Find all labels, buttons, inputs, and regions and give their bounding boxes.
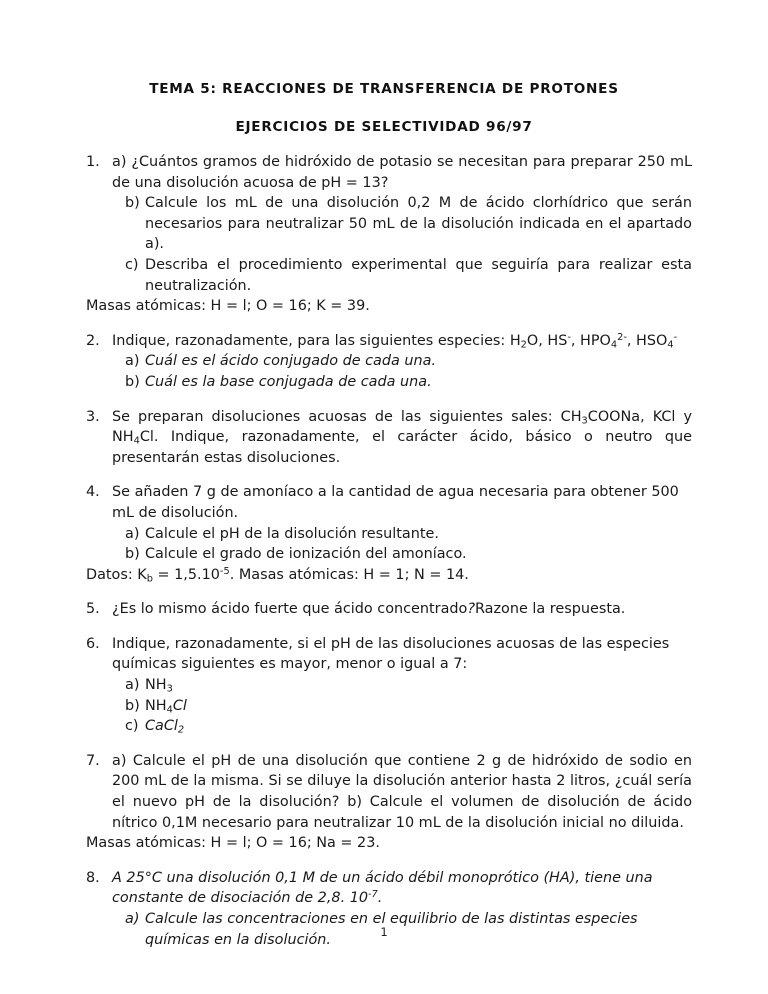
- stem-text: ¿Es lo mismo ácido fuerte que ácido concentrado: [112, 601, 468, 618]
- formula-bisulfide: HS-: [547, 331, 571, 349]
- exercise-number: 8.: [86, 869, 100, 886]
- exercise-note-atomic-masses: Masas atómicas: H = l; O = 16; Na = 23.: [86, 835, 380, 852]
- exercise-stem: Se añaden 7 g de amoníaco a la cantidad de agua necesaria para obtener 500 mL de disolución.: [112, 484, 679, 521]
- part-label: b): [125, 373, 140, 390]
- exercise-number: 2.: [86, 332, 100, 349]
- stem-suffix: Indique, razonadamente, el carácter ácido, básico o neutro que presentarán estas disoluciones.: [112, 429, 692, 466]
- formula-sodium-acetate: $CH_3COONa$: [560, 408, 641, 426]
- exercise-part-c: [125, 716, 692, 737]
- exercise-body: [112, 599, 692, 620]
- exercise-part-b: [125, 193, 692, 255]
- exercise-part-c: [125, 255, 692, 296]
- formula-ammonium-chloride: $NH_4Cl$: [145, 697, 187, 716]
- exercise-stem: Indique, razonadamente, para las siguientes especies: $H_2O$, HS-, $HPO_4^{2-}$, $HSO_4^-$: [112, 331, 678, 351]
- stem-text: A 25°C una disolución 0,1 M de un ácido débil monoprótico (HA), tiene una constante de disociación de 2,8. 10: [112, 869, 653, 907]
- part-text: Cuál es la base conjugada de cada una.: [145, 373, 432, 390]
- question-mark: ?: [467, 601, 475, 618]
- part-text: ¿Cuántos gramos de hidróxido de potasio se necesitan para preparar 250 mL de una disolución acuosa de pH = 13?: [112, 154, 692, 191]
- note-suffix: . Masas atómicas: H = 1; N = 14.: [229, 566, 469, 583]
- exercise-number: 1.: [86, 154, 100, 170]
- stem-suffix: Razone la respuesta.: [474, 601, 626, 618]
- formula-potassium-chloride: KCl: [652, 408, 676, 425]
- exercise-number: 3.: [86, 408, 100, 425]
- note-superscript: -5: [219, 565, 230, 577]
- exercise-body: [112, 152, 692, 296]
- exercise-number: 5.: [86, 601, 100, 618]
- stem-text: Se preparan disoluciones acuosas de las siguientes sales:: [112, 408, 561, 425]
- part-label: a): [125, 677, 140, 694]
- exercise-item-5: [86, 599, 692, 620]
- formula-ammonium-chloride: $NH_4Cl$: [112, 429, 154, 447]
- exercise-item-7: [86, 751, 692, 854]
- formula-bisulfate: $HSO_4^-$: [636, 331, 678, 351]
- page-title: TEMA 5: REACCIONES DE TRANSFERENCIA DE PROTONES: [149, 81, 619, 97]
- exercise-number: 4.: [86, 484, 100, 501]
- part-label: c): [125, 718, 139, 735]
- note-prefix: Datos: K: [86, 566, 147, 583]
- part-text: Calcule las concentraciones en el equilibrio de las distintas especies químicas en la disolución.: [145, 911, 638, 948]
- exercise-part-a: [125, 675, 692, 696]
- part-text: Calcule los mL de una disolución 0,2 M de ácido clorhídrico que serán necesarios para neutralizar 50 mL de la disolución indicada en el apartado a).: [145, 195, 692, 253]
- note-subscript: b: [146, 573, 153, 585]
- exercise-stem: [112, 599, 692, 620]
- exercise-item-2: [86, 331, 692, 393]
- exercise-body: [112, 331, 692, 393]
- exercise-item-4: [86, 482, 692, 585]
- part-label: b): [125, 546, 140, 563]
- exercise-stem: [112, 868, 692, 909]
- formula-water: $H_2O$: [509, 332, 539, 351]
- exercise-body: [112, 634, 692, 737]
- title-block: [0, 0, 768, 136]
- exercise-body: [112, 751, 692, 833]
- exercise-item-3: [86, 407, 692, 469]
- stem-suffix: .: [377, 890, 383, 907]
- page-subtitle: EJERCICIOS DE SELECTIVIDAD 96/97: [235, 119, 533, 135]
- exercise-body: [112, 407, 692, 469]
- part-label: b): [125, 195, 140, 212]
- exercise-stem: Indique, razonadamente, si el pH de las disoluciones acuosas de las especies químicas siguientes es mayor, menor o igual a 7:: [112, 635, 670, 673]
- exercise-stem: a) Calcule el pH de una disolución que contiene 2 g de hidróxido de sodio en 200 mL de la misma. Si se diluye la disolución anterior hasta 2 litros, ¿cuál sería el nuevo pH de la disolución? b) Calcule el volumen de disolución de ácido nítrico 0,1M necesario para neutralizar 10 mL de la disolución inicial no diluida.: [112, 752, 692, 831]
- part-text: Calcule el pH de la disolución resultante.: [145, 525, 439, 542]
- formula-hydrogen-phosphate: $HPO_4^{2-}$: [580, 331, 627, 351]
- part-label: a): [125, 525, 140, 542]
- part-label: b): [125, 697, 140, 714]
- part-label: a): [112, 154, 127, 170]
- exercise-note-data: [86, 565, 692, 586]
- stem-text: Indique, razonadamente, para las siguientes especies:: [112, 332, 510, 349]
- exercise-number: 6.: [86, 635, 100, 652]
- page-number: 1: [380, 925, 388, 939]
- exercise-item-6: [86, 634, 692, 737]
- formula-calcium-chloride: CaCl$_2$: [145, 718, 185, 736]
- formula-ammonia: $NH_3$: [145, 677, 173, 695]
- exercise-note-atomic-masses: Masas atómicas: H = l; O = 16; K = 39.: [86, 298, 370, 315]
- part-text: Describa el procedimiento experimental que seguiría para realizar esta neutralización.: [145, 256, 692, 294]
- part-label: a): [125, 353, 140, 370]
- stem-superscript: -7: [368, 889, 378, 901]
- exercise-part-b: [125, 696, 692, 717]
- exercise-list: [86, 152, 692, 950]
- exercise-part-a: [112, 152, 692, 193]
- note-mid: = 1,5.10: [152, 566, 220, 583]
- exercise-part-a: [125, 524, 692, 545]
- exercise-number: 7.: [86, 752, 100, 769]
- part-text: Cuál es el ácido conjugado de cada una.: [145, 353, 437, 370]
- exercise-part-a: [125, 351, 692, 372]
- exercise-part-b: [125, 372, 692, 393]
- exercise-body: [112, 482, 692, 564]
- exercise-stem: Se preparan disoluciones acuosas de las siguientes sales: $CH_3COONa$, KCl y $NH_4Cl$. Indique, razonadamente, el carácter ácido, básico o neutro que presentarán estas disoluciones.: [112, 408, 692, 466]
- part-label: a): [125, 911, 140, 927]
- part-label: c): [125, 256, 139, 273]
- exercise-part-b: [125, 544, 692, 565]
- exercise-item-1: [86, 152, 692, 317]
- part-text: Calcule el grado de ionización del amoníaco.: [145, 546, 467, 563]
